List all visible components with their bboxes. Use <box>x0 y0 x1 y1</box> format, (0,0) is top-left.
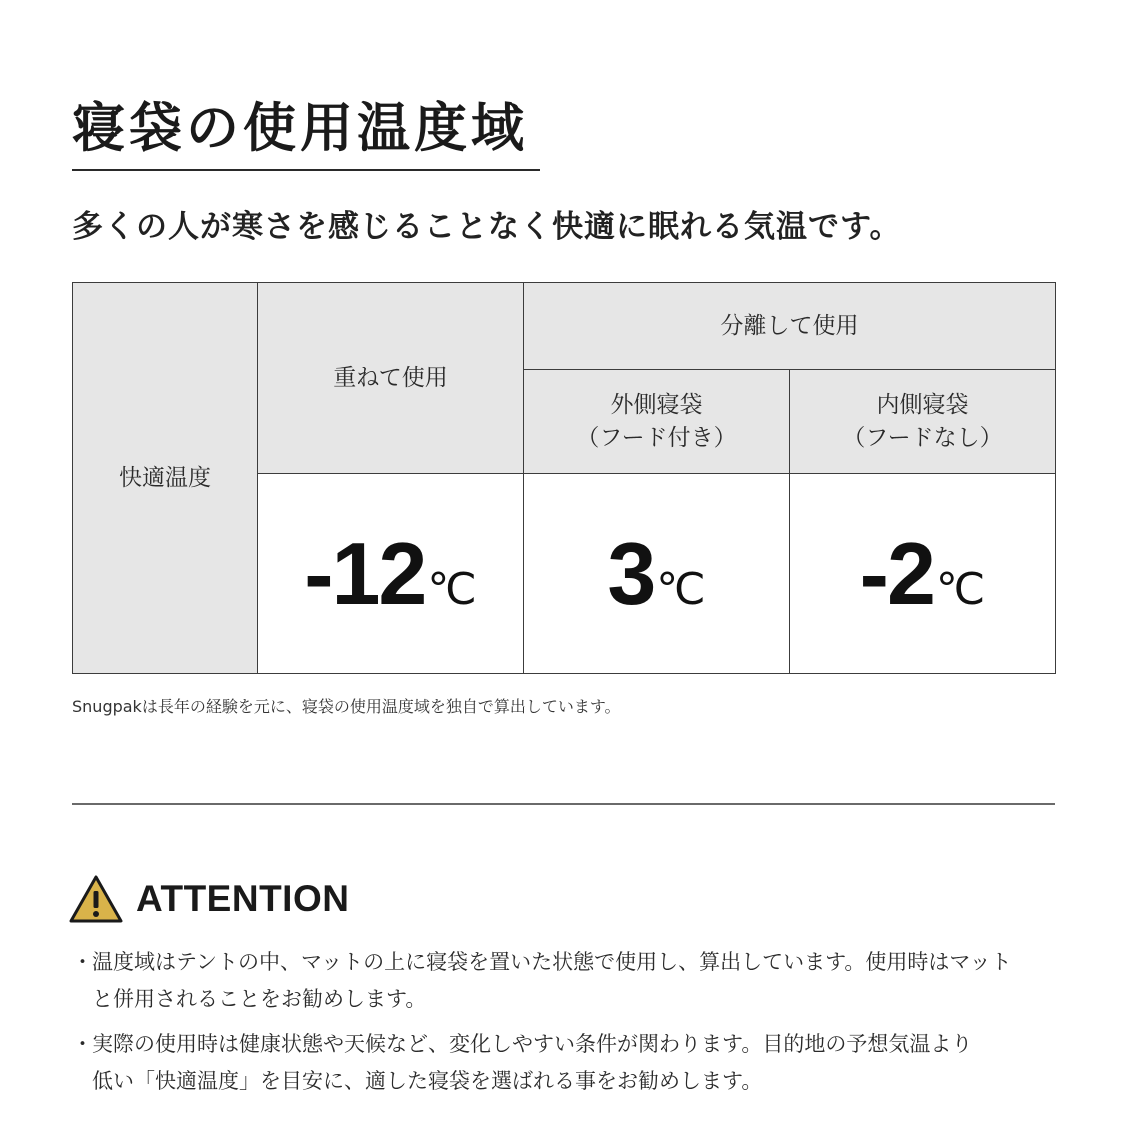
attention-list <box>72 944 1062 1108</box>
page-subtitle: 多くの人が寒さを感じることなく快適に眠れる気温です。 <box>72 209 902 245</box>
celsius-unit: ℃ <box>656 564 706 614</box>
bullet-mark: ・ <box>72 1032 93 1056</box>
footnote: Snugpakは長年の経験を元に、寝袋の使用温度域を独自で算出しています。 <box>72 697 621 716</box>
temp-value-outer: 3 <box>607 523 655 623</box>
attention-heading: ATTENTION <box>136 878 350 919</box>
bullet-mark: ・ <box>72 950 93 974</box>
col-header-separate: 分離して使用 <box>524 283 1056 370</box>
temp-value-inner: -2 <box>859 523 934 623</box>
list-item-line: 温度域はテントの中、マットの上に寝袋を置いた状態で使用し、算出しています。使用時はマット <box>92 950 1012 974</box>
col-header-layered: 重ねて使用 <box>258 283 524 474</box>
celsius-unit: ℃ <box>427 564 477 614</box>
celsius-unit: ℃ <box>935 564 986 614</box>
row-header-comfort-temp: 快適温度 <box>73 283 258 674</box>
list-item-line: 低い「快適温度」を目安に、適した寝袋を選ばれる事をお勧めします。 <box>92 1069 763 1093</box>
value-cell-inner <box>790 474 1056 674</box>
page-title: 寝袋の使用温度域 <box>72 98 528 159</box>
col-header-outer-bag <box>524 370 790 474</box>
inner-bag-note: （フードなし） <box>842 424 1003 451</box>
value-cell-outer <box>524 474 790 674</box>
outer-bag-label: 外側寝袋 <box>610 392 703 419</box>
list-item-line: 実際の使用時は健康状態や天候など、変化しやすい条件が関わります。目的地の予想気温より <box>92 1032 973 1056</box>
list-item-line: と併用されることをお勧めします。 <box>92 987 427 1011</box>
outer-bag-note: （フード付き） <box>576 424 737 451</box>
temperature-table <box>72 282 1056 674</box>
inner-bag-label: 内側寝袋 <box>876 392 969 419</box>
temp-value-layered: -12 <box>304 523 426 623</box>
list-item <box>72 1026 1062 1100</box>
value-cell-layered <box>258 474 524 674</box>
title-underline <box>72 169 540 171</box>
section-divider <box>72 803 1055 805</box>
list-item <box>72 944 1062 1018</box>
warning-icon <box>68 874 124 924</box>
col-header-inner-bag <box>790 370 1056 474</box>
